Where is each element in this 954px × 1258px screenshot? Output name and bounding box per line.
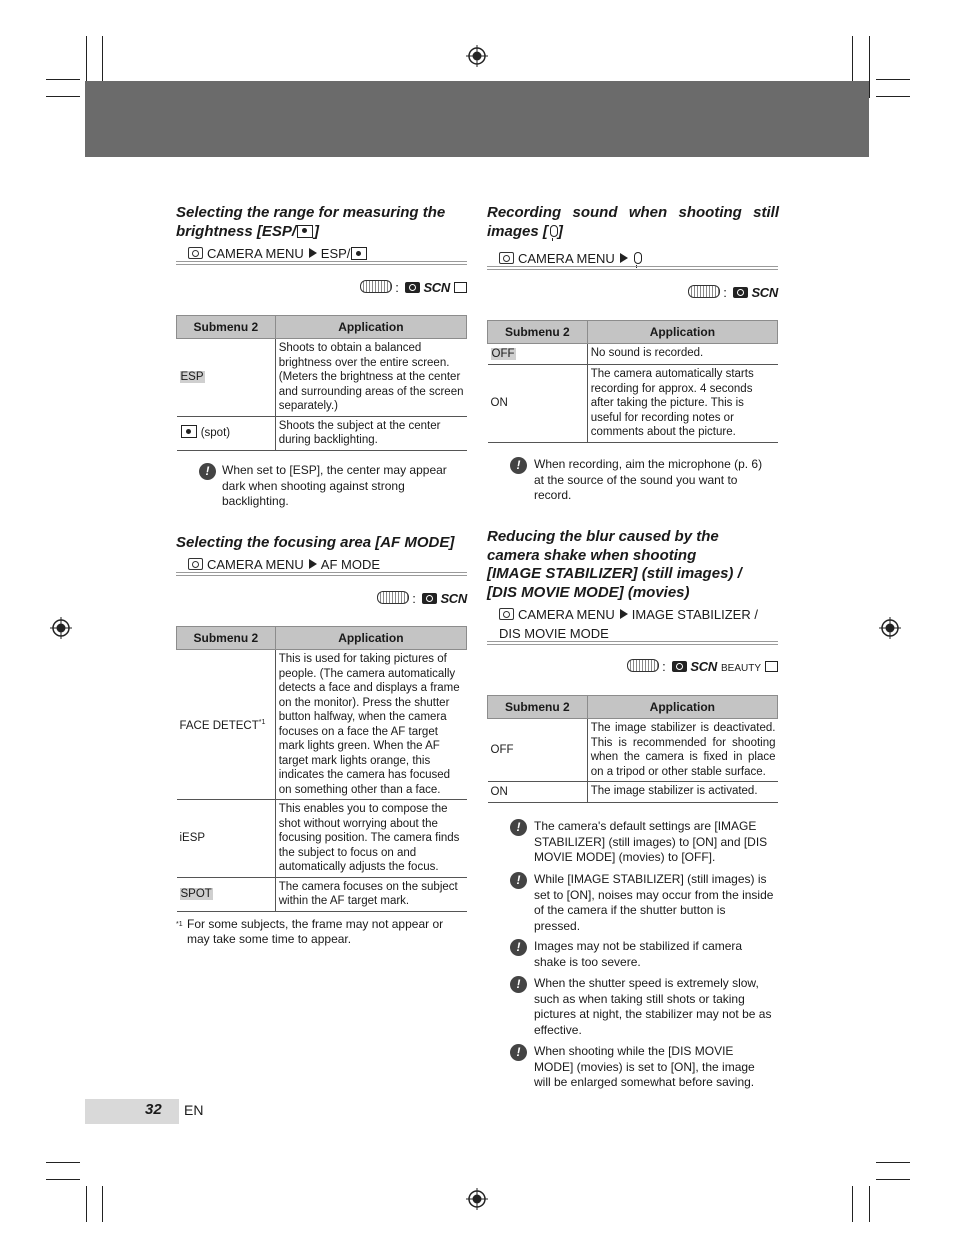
- microphone-icon: [550, 225, 558, 237]
- stabilizer-note: When the shutter speed is extremely slow, such as when taking still shots or taking pictures at night, the stabilizer may not be as effective.: [534, 976, 772, 1037]
- metering-table: [176, 315, 467, 451]
- arrow-right-icon: [620, 609, 628, 619]
- spot-metering-icon: [351, 247, 367, 260]
- submenu-esp: ESP: [180, 371, 204, 383]
- table-row: [177, 416, 467, 450]
- table-header: Application: [275, 316, 466, 339]
- spot-metering-icon: [297, 225, 313, 238]
- stabilizer-title: Reducing the blur caused by the camera shake when shooting [IMAGE STABILIZER] (still images) / [DIS MOVIE MODE] (movies): [487, 528, 742, 601]
- application-text: The camera automatically starts recording for approx. 4 seconds after taking the picture. This is useful for recording notes or comments about the picture.: [587, 365, 777, 443]
- movie-icon: [454, 282, 467, 293]
- table-header: Submenu 2: [488, 321, 588, 344]
- registration-mark-icon: [466, 45, 488, 67]
- table-header: Application: [275, 627, 466, 650]
- stabilizer-modes: : SCN BEAUTY: [610, 659, 778, 674]
- crop-mark: [876, 96, 910, 97]
- movie-icon: [765, 661, 778, 672]
- mode-dial-icon: [377, 591, 409, 604]
- crop-mark: [86, 1186, 87, 1222]
- submenu-off: OFF: [490, 743, 514, 756]
- submenu-face-detect: FACE DETECT: [179, 719, 259, 732]
- caution-icon: !: [510, 457, 527, 474]
- table-row: FACE DETECT$^{*1}$ This is used for taking pictures of people. (The camera automatically detects a face and displays a frame on the monitor). Press the shutter button halfway, when the camera focuses on a face the AF target mark lights green. When the AF target mark lights orange, this indicates the camera has focused on something other than a face.: [177, 650, 467, 800]
- stabilizer-menu-path: CAMERA MENU IMAGE STABILIZER / DIS MOVIE MODE: [499, 607, 758, 641]
- camera-icon: [422, 593, 437, 604]
- sound-modes: : SCN: [650, 285, 778, 300]
- spot-metering-icon: [181, 425, 197, 438]
- page-number-band: [85, 1099, 179, 1124]
- table-header: Submenu 2: [177, 627, 276, 650]
- af-mode-title: Selecting the focusing area [AF MODE]: [176, 534, 455, 551]
- af-mode-modes: : SCN: [340, 591, 467, 606]
- crop-mark: [46, 1162, 80, 1163]
- stabilizer-note: While [IMAGE STABILIZER] (still images) is set to [ON], noises may occur from the inside of the camera if the shutter button is pressed.: [534, 872, 774, 933]
- caution-icon: !: [510, 976, 527, 993]
- caution-icon: !: [510, 819, 527, 836]
- table-row: [177, 877, 467, 911]
- camera-icon: [405, 282, 420, 293]
- metering-note: When set to [ESP], the center may appear dark when shooting against strong backlighting.: [222, 463, 447, 508]
- page-number: 32: [145, 1101, 162, 1118]
- camera-icon: [188, 558, 203, 570]
- crop-mark: [46, 79, 80, 80]
- table-row: [177, 800, 467, 878]
- header-band: [85, 81, 869, 157]
- registration-mark-icon: [50, 617, 72, 639]
- caution-icon: !: [510, 872, 527, 889]
- table-row: [488, 782, 778, 803]
- application-text: The image stabilizer is deactivated. This is recommended for shooting when the camera is fixed in place on a tripod or other stable surface.: [587, 719, 777, 782]
- mode-dial-icon: [627, 659, 659, 672]
- arrow-right-icon: [309, 559, 317, 569]
- application-text: This enables you to compose the shot without worrying about the focusing position. The camera finds the subject to focus on and automatically adjusts the focus.: [275, 800, 466, 878]
- metering-menu-path: CAMERA MENU ESP/: [188, 245, 368, 263]
- menu-divider: [487, 641, 778, 645]
- submenu-off: OFF: [491, 347, 515, 360]
- table-row: [488, 719, 778, 782]
- camera-icon: [188, 247, 203, 259]
- application-text: No sound is recorded.: [587, 344, 777, 365]
- crop-mark: [876, 1179, 910, 1180]
- registration-mark-icon: [466, 1188, 488, 1210]
- page-language: EN: [184, 1102, 204, 1118]
- crop-mark: [876, 79, 910, 80]
- stabilizer-note: Images may not be stabilized if camera shake is too severe.: [534, 939, 743, 969]
- table-row: [488, 344, 778, 365]
- af-mode-table: [176, 626, 467, 912]
- arrow-right-icon: [309, 248, 317, 258]
- application-text: Shoots the subject at the center during backlighting.: [275, 416, 466, 450]
- submenu-on: ON: [490, 397, 508, 409]
- menu-divider: [487, 266, 778, 270]
- table-header: Submenu 2: [177, 316, 276, 339]
- sound-note: When recording, aim the microphone (p. 6) at the source of the sound you want to record.: [534, 457, 763, 502]
- sound-table: [487, 320, 778, 443]
- caution-icon: !: [199, 463, 216, 480]
- submenu-on: ON: [490, 785, 508, 798]
- stabilizer-note: The camera's default settings are [IMAGE STABILIZER] (still images) to [ON] and [DIS MOVIE MODE] (movies) to [OFF].: [534, 819, 768, 864]
- application-text: This is used for taking pictures of people. (The camera automatically detects a face and displays a frame on the monitor). Press the shutter button halfway, when the camera focuses on a face the AF target mark lights green. When the AF target mark lights orange, this indicates the camera has focused on something other than a face.: [275, 650, 466, 800]
- metering-modes: : SCN: [340, 280, 467, 295]
- caution-icon: !: [510, 1044, 527, 1061]
- table-row: [488, 365, 778, 443]
- af-mode-menu-path: CAMERA MENU AF MODE: [188, 556, 380, 574]
- submenu-spot: (spot): [200, 427, 231, 440]
- stabilizer-table: [487, 695, 778, 803]
- crop-mark: [869, 1186, 870, 1222]
- application-text: The image stabilizer is activated.: [587, 782, 777, 803]
- table-header: Application: [587, 696, 777, 719]
- submenu-spot: SPOT: [180, 887, 212, 900]
- arrow-right-icon: [620, 253, 628, 263]
- submenu-iesp: iESP: [179, 832, 206, 844]
- microphone-icon: [634, 252, 642, 264]
- table-header: Application: [587, 321, 777, 344]
- registration-mark-icon: [879, 617, 901, 639]
- crop-mark: [102, 1186, 103, 1222]
- metering-title: Selecting the range for measuring the brightness [ESP/ ]: [176, 204, 446, 240]
- caution-icon: !: [510, 939, 527, 956]
- crop-mark: [876, 1162, 910, 1163]
- menu-divider: [176, 261, 467, 265]
- camera-icon: [672, 661, 687, 672]
- footnote: *1 For some subjects, the frame may not appear or may take some time to appear.: [176, 917, 444, 946]
- camera-icon: [499, 608, 514, 620]
- camera-icon: [499, 252, 514, 264]
- mode-dial-icon: [688, 285, 720, 298]
- mode-dial-icon: [360, 280, 392, 293]
- crop-mark: [46, 1179, 80, 1180]
- crop-mark: [869, 36, 870, 98]
- crop-mark: [852, 1186, 853, 1222]
- sound-title: Recording sound when shooting still images [ ]: [487, 204, 779, 240]
- table-header: Submenu 2: [488, 696, 588, 719]
- table-row: [177, 339, 467, 417]
- application-text: Shoots to obtain a balanced brightness over the entire screen. (Meters the brightness at the center and surrounding areas of the screen separately.): [275, 339, 466, 417]
- menu-divider: [176, 572, 467, 576]
- camera-icon: [733, 287, 748, 298]
- sound-menu-path: CAMERA MENU: [499, 250, 642, 268]
- crop-mark: [46, 96, 80, 97]
- stabilizer-note: When shooting while the [DIS MOVIE MODE] (movies) is set to [ON], the image will be enlarged somewhat before saving.: [534, 1044, 755, 1089]
- application-text: The camera focuses on the subject within the AF target mark.: [275, 877, 466, 911]
